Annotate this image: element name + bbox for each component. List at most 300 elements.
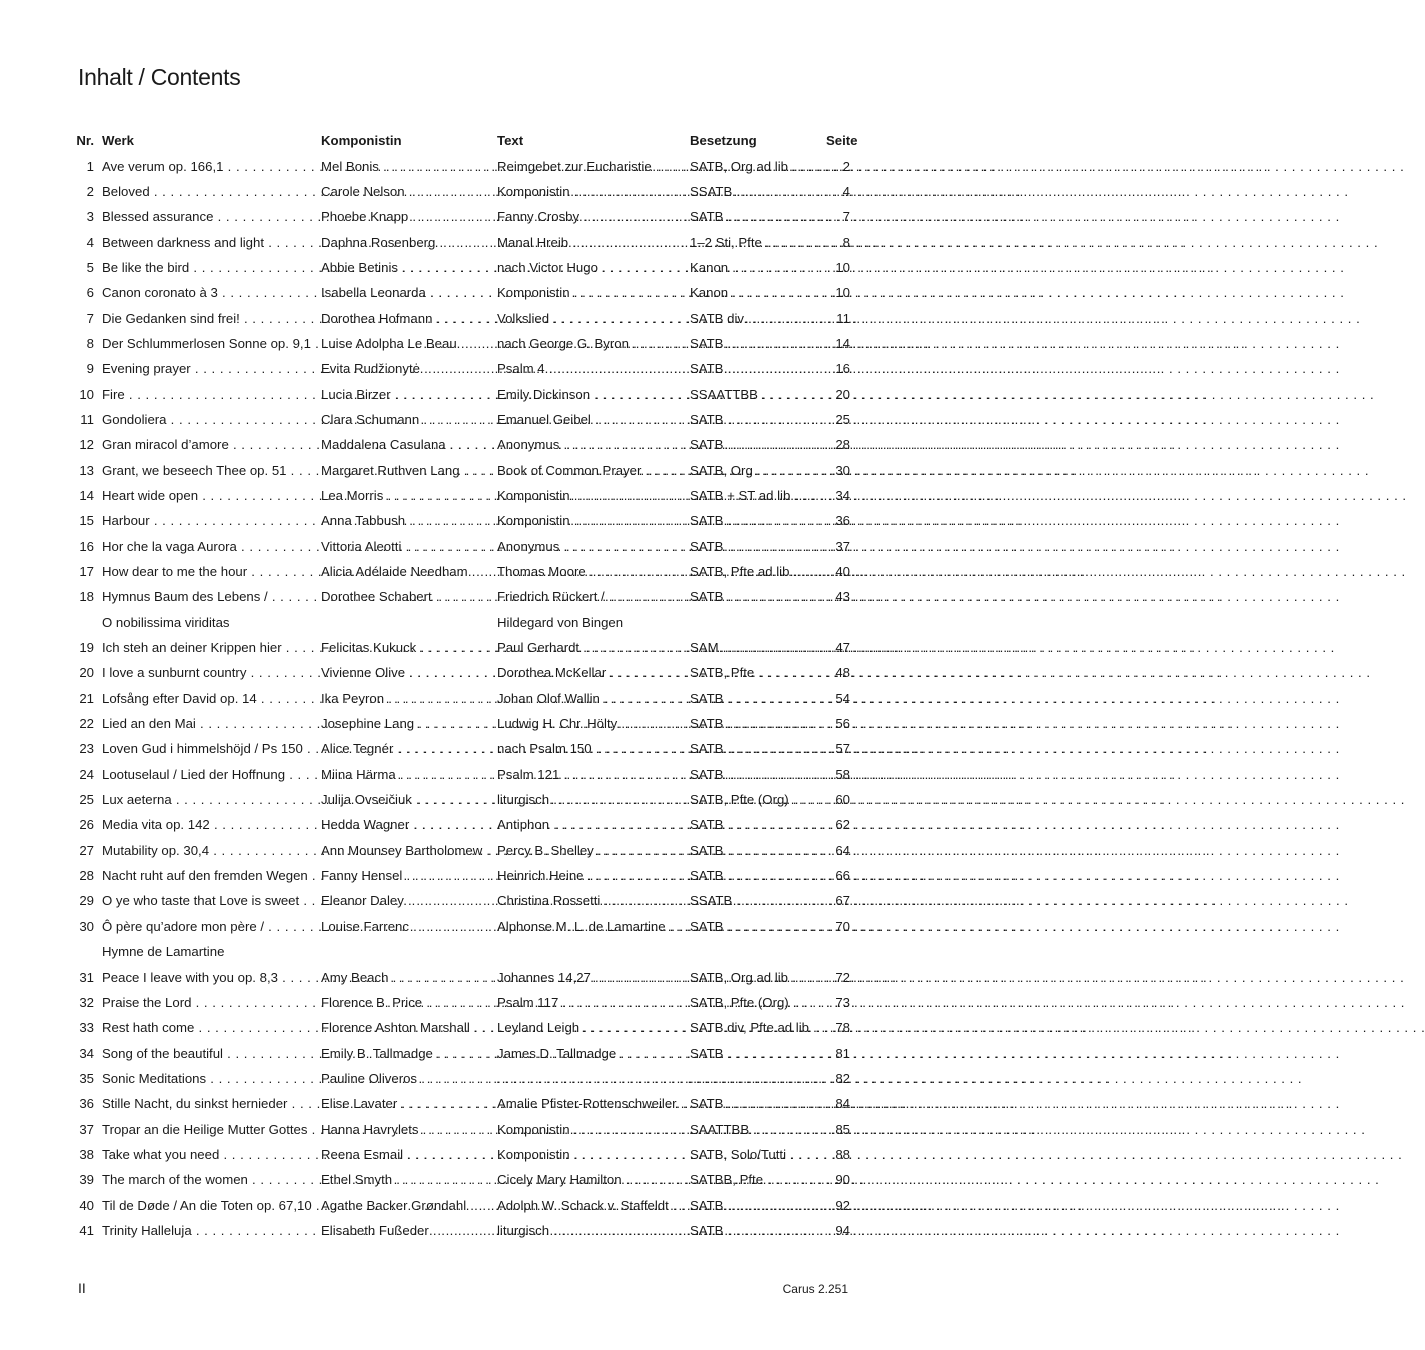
table-body	[70, 154, 850, 1244]
entry-number: 8	[86, 335, 94, 351]
entry-text: Psalm 4 . . .	[497, 356, 686, 381]
entry-text: Dorothea McKellar . . .	[497, 660, 686, 685]
entry-composer: Elise Lavater . . .	[321, 1091, 492, 1116]
entry-page: 34	[835, 487, 850, 503]
table-row	[70, 736, 850, 761]
entry-text: nach Psalm 150 . . .	[497, 736, 686, 761]
entry-text: Johannes 14,27 . . .	[497, 965, 686, 990]
entry-page: 78	[835, 1020, 850, 1036]
entry-composer: Maddalena Casulana . . .	[321, 432, 492, 457]
entry-composer	[321, 610, 492, 635]
entry-composer: Hedda Wagner . . .	[321, 812, 492, 837]
entry-scoring: SATB . . .	[690, 204, 828, 229]
entry-composer: Emily B. Tallmadge . . .	[321, 1041, 492, 1066]
entry-work: Lootuselaul / Lied der Hoffnung . . .	[102, 762, 316, 787]
header-text: Text	[497, 133, 524, 148]
table-row	[70, 965, 850, 990]
entry-number: 27	[79, 842, 94, 858]
entry-page: 81	[835, 1045, 850, 1061]
entry-composer: Agathe Backer Grøndahl . . .	[321, 1193, 492, 1218]
entry-composer: Amy Beach . . .	[321, 965, 492, 990]
entry-composer: Reena Esmail . . .	[321, 1142, 492, 1167]
table-row	[70, 1015, 850, 1040]
entry-number: 17	[79, 564, 94, 579]
entry-text: Komponistin . . .	[497, 483, 686, 508]
entry-scoring: SAM . . .	[690, 635, 828, 660]
entry-page: 66	[835, 868, 850, 884]
entry-scoring: SATB . . .	[690, 686, 828, 711]
entry-page: 84	[835, 1096, 850, 1112]
entry-text: Komponistin . . .	[497, 1142, 686, 1167]
entry-composer: Miina Härma . . .	[321, 762, 492, 787]
entry-composer: Dorothea Hofmann . . .	[321, 306, 492, 331]
entry-page: 70	[835, 918, 850, 934]
entry-composer: Florence B. Price . . .	[321, 990, 492, 1015]
entry-page: 20	[835, 386, 850, 402]
entry-text: Emanuel Geibel . . .	[497, 407, 686, 432]
header-besetzung: Besetzung	[690, 133, 757, 148]
entry-work: Gran miracol d’amore . . .	[102, 432, 316, 457]
entry-work: Between darkness and light . . .	[102, 230, 316, 255]
table-row	[70, 812, 850, 837]
entry-page: 58	[835, 766, 850, 782]
entry-scoring: SATB . . .	[690, 331, 828, 356]
entry-work: Praise the Lord . . .	[102, 990, 316, 1015]
entry-page: 14	[835, 335, 850, 351]
entry-scoring: SATB, Pfte (Org) . . .	[690, 787, 828, 812]
header-nr: Nr.	[76, 133, 94, 148]
entry-work: Song of the beautiful . . .	[102, 1041, 316, 1066]
entry-work: Ave verum op. 166,1 . . .	[102, 154, 316, 179]
entry-scoring: SSAATTBB . . .	[690, 382, 828, 407]
entry-work: Der Schlummerlosen Sonne op. 9,1 . . .	[102, 331, 316, 356]
entry-work: Hymne de Lamartine	[102, 944, 225, 960]
entry-text: Antiphon . . .	[497, 812, 686, 837]
table-row	[70, 458, 850, 483]
entry-composer: Abbie Betinis . . .	[321, 255, 492, 280]
entry-work: O ye who taste that Love is sweet . . .	[102, 888, 316, 913]
entry-work: Til de Døde / An die Toten op. 67,10 . . .	[102, 1193, 316, 1218]
entry-text: Volkslied . . .	[497, 306, 686, 331]
entry-number: 34	[79, 1045, 94, 1061]
entry-text: Percy B. Shelley . . .	[497, 838, 686, 863]
entry-page	[826, 939, 850, 964]
entry-composer: Alice Tegnér . . .	[321, 736, 492, 761]
header-werk: Werk	[102, 133, 135, 148]
entry-scoring: SATB . . .	[690, 508, 828, 533]
entry-scoring: SAATTBB . . .	[690, 1117, 828, 1142]
entry-page: 67	[835, 893, 850, 909]
entry-page	[826, 610, 850, 635]
table-row	[70, 787, 850, 812]
entry-text: Heinrich Heine . . .	[497, 863, 686, 888]
table-row	[70, 990, 850, 1015]
entry-work: Evening prayer . . .	[102, 356, 316, 381]
entry-page: 30	[835, 462, 850, 478]
entry-text: nach Victor Hugo . . .	[497, 255, 686, 280]
entry-work: Ô père qu’adore mon père / . . .	[102, 914, 316, 939]
entry-text	[497, 1066, 686, 1091]
entry-work: Lofsång efter David op. 14 . . .	[102, 686, 316, 711]
entry-composer: Ann Mounsey Bartholomew . . .	[321, 838, 492, 863]
entry-work: Beloved . . .	[102, 179, 316, 204]
entry-text: Komponistin . . .	[497, 1117, 686, 1142]
entry-composer: Pauline Oliveros . . .	[321, 1066, 492, 1091]
table-row	[70, 534, 850, 559]
entry-text: Cicely Mary Hamilton . . .	[497, 1167, 686, 1192]
table-row	[70, 863, 850, 888]
entry-scoring	[690, 939, 828, 964]
entry-number	[70, 610, 94, 635]
entry-number: 1	[86, 158, 94, 174]
entry-page: 56	[835, 716, 850, 732]
entry-composer: Daphna Rosenberg . . .	[321, 230, 492, 255]
entry-work: Trinity Halleluja . . .	[102, 1218, 316, 1243]
entry-number: 16	[79, 538, 94, 554]
table-row	[70, 584, 850, 609]
entry-composer: Josephine Lang . . .	[321, 711, 492, 736]
entry-scoring: SATB . . .	[690, 1091, 828, 1116]
entry-composer: Ika Peyron . . .	[321, 686, 492, 711]
entry-text: Manal Hreib . . .	[497, 230, 686, 255]
entry-composer: Clara Schumann . . .	[321, 407, 492, 432]
entry-work: Media vita op. 142 . . .	[102, 812, 316, 837]
entry-composer: Dorothee Schabert . . .	[321, 584, 492, 609]
entry-number: 31	[79, 969, 94, 985]
entry-number: 18	[79, 589, 94, 605]
entry-text: Alphonse M. L. de Lamartine . . .	[497, 914, 686, 939]
entry-work: How dear to me the hour . . .	[102, 559, 316, 584]
entry-number: 38	[79, 1146, 94, 1162]
table-row	[70, 1218, 850, 1243]
entry-work: Blessed assurance . . .	[102, 204, 316, 229]
entry-scoring: SATB . . .	[690, 711, 828, 736]
entry-text: Leyland Leigh . . .	[497, 1015, 686, 1040]
entry-text: Paul Gerhardt . . .	[497, 635, 686, 660]
table-row	[70, 1066, 850, 1091]
table-row	[70, 1193, 850, 1218]
entry-page: 54	[835, 690, 850, 706]
entry-scoring: SATB . . .	[690, 914, 828, 939]
table-row	[70, 1117, 850, 1142]
entry-page: 8	[842, 234, 850, 250]
entry-composer: Felicitas Kukuck . . .	[321, 635, 492, 660]
entry-work: Gondoliera . . .	[102, 407, 316, 432]
entry-scoring: SATB, Solo/Tutti . . .	[690, 1142, 828, 1167]
entry-number: 41	[79, 1222, 94, 1238]
entry-work: Harbour . . .	[102, 508, 316, 533]
table-row	[70, 255, 850, 280]
entry-composer: Vivienne Olive . . .	[321, 660, 492, 685]
entry-scoring: SATB, Org . . .	[690, 458, 828, 483]
entry-text: Ludwig H. Chr. Hölty . . .	[497, 711, 686, 736]
entry-work: Lied an den Mai . . .	[102, 711, 316, 736]
entry-number: 32	[79, 994, 94, 1010]
entry-page: 40	[835, 564, 850, 579]
entry-text: Komponistin . . .	[497, 508, 686, 533]
entry-composer: Phoebe Knapp . . .	[321, 204, 492, 229]
entry-text: Anonymus . . .	[497, 432, 686, 457]
table-row	[70, 939, 850, 964]
entry-composer: Alicia Adélaide Needham . . .	[321, 559, 492, 584]
entry-composer: Florence Ashton Marshall . . .	[321, 1015, 492, 1040]
entry-number: 23	[79, 741, 94, 757]
table-row	[70, 331, 850, 356]
entry-page: 36	[835, 513, 850, 529]
entry-scoring: SATB . . .	[690, 1193, 828, 1218]
entry-composer: Elisabeth Fußeder . . .	[321, 1218, 492, 1243]
entry-work: Canon coronato à 3 . . .	[102, 280, 316, 305]
table-row	[70, 230, 850, 255]
entry-number: 14	[79, 487, 94, 503]
entry-work: Take what you need . . .	[102, 1142, 316, 1167]
entry-number: 4	[86, 234, 94, 250]
entry-page: 37	[835, 538, 850, 554]
entry-work: Ich steh an deiner Krippen hier . . .	[102, 635, 316, 660]
entry-text: Hildegard von Bingen	[497, 614, 624, 630]
entry-page: 11	[836, 310, 850, 326]
entry-number: 40	[79, 1197, 94, 1213]
entry-work: Hor che la vaga Aurora . . .	[102, 534, 316, 559]
entry-number: 11	[80, 411, 94, 427]
table-row	[70, 660, 850, 685]
entry-text: Book of Common Prayer . . .	[497, 458, 686, 483]
entry-composer: Isabella Leonarda . . .	[321, 280, 492, 305]
table-row	[70, 280, 850, 305]
entry-composer	[321, 939, 492, 964]
entry-work: Loven Gud i himmelshöjd / Ps 150 . . .	[102, 736, 316, 761]
entry-scoring: Kanon . . .	[690, 280, 828, 305]
entry-scoring: SSATB . . .	[690, 179, 828, 204]
entry-number: 15	[79, 513, 94, 529]
entry-number: 12	[79, 437, 94, 453]
entry-scoring	[690, 610, 828, 635]
entry-page: 90	[835, 1172, 850, 1188]
table-row	[70, 711, 850, 736]
header-seite: Seite	[826, 133, 858, 148]
entry-composer: Carole Nelson . . .	[321, 179, 492, 204]
entry-number: 22	[79, 716, 94, 732]
entry-number: 28	[79, 868, 94, 884]
entry-scoring: SATB . . .	[690, 1041, 828, 1066]
entry-scoring: SATB div, Pfte ad lib . . .	[690, 1015, 828, 1040]
entry-composer: Mel Bonis . . .	[321, 154, 492, 179]
entry-page: 43	[835, 589, 850, 605]
entry-scoring: SATB . . .	[690, 736, 828, 761]
entry-text: James D. Tallmadge . . .	[497, 1041, 686, 1066]
entry-scoring: SATB . . .	[690, 356, 828, 381]
entry-scoring: SATB, Pfte . . .	[690, 660, 828, 685]
entry-composer: Ethel Smyth . . .	[321, 1167, 492, 1192]
table-row	[70, 204, 850, 229]
entry-number: 30	[79, 918, 94, 934]
contents-table	[70, 128, 858, 1243]
entry-work: Stille Nacht, du sinkst hernieder . . .	[102, 1091, 316, 1116]
entry-scoring: SATB . . .	[690, 863, 828, 888]
entry-page: 10	[835, 285, 850, 301]
entry-scoring: SATB + ST ad lib . . .	[690, 483, 828, 508]
header-komponistin: Komponistin	[321, 133, 402, 148]
entry-scoring: SATB . . .	[690, 812, 828, 837]
entry-composer: Eleanor Daley . . .	[321, 888, 492, 913]
entry-scoring: SATB, Pfte (Org) . . .	[690, 990, 828, 1015]
entry-number: 37	[79, 1121, 94, 1137]
entry-scoring: SATB . . .	[690, 584, 828, 609]
entry-work: Nacht ruht auf den fremden Wegen . . .	[102, 863, 316, 888]
entry-number: 13	[79, 462, 94, 478]
entry-number: 39	[79, 1172, 94, 1188]
entry-text: liturgisch . . .	[497, 1218, 686, 1243]
entry-text: nach George G. Byron . . .	[497, 331, 686, 356]
entry-text: Johan Olof Wallin . . .	[497, 686, 686, 711]
table-row	[70, 762, 850, 787]
entry-number: 9	[86, 361, 94, 377]
entry-number: 29	[79, 893, 94, 909]
entry-number: 19	[79, 640, 94, 656]
table-row	[70, 382, 850, 407]
entry-number: 2	[86, 183, 94, 199]
entry-scoring: SATB, Org ad lib . . .	[690, 154, 828, 179]
entry-page: 82	[835, 1070, 850, 1086]
entry-page: 85	[835, 1121, 850, 1137]
entry-scoring: SATB . . .	[690, 432, 828, 457]
table-row	[70, 356, 850, 381]
entry-work: The march of the women . . .	[102, 1167, 316, 1192]
entry-composer: Louise Farrenc . . .	[321, 914, 492, 939]
entry-composer: Margaret Ruthven Lang . . .	[321, 458, 492, 483]
table-row	[70, 407, 850, 432]
entry-page: 57	[835, 741, 850, 757]
entry-page: 64	[835, 842, 850, 858]
entry-text: liturgisch . . .	[497, 787, 686, 812]
table-row	[70, 1091, 850, 1116]
entry-page: 72	[835, 969, 850, 985]
entry-scoring: SATBB, Pfte . . .	[690, 1167, 828, 1192]
entry-text: Thomas Moore . . .	[497, 559, 686, 584]
entry-work: Lux aeterna . . .	[102, 787, 316, 812]
entry-number: 26	[79, 817, 94, 833]
entry-text: Komponistin . . .	[497, 280, 686, 305]
entry-composer: Lucia Birzer . . .	[321, 382, 492, 407]
entry-number: 20	[79, 665, 94, 681]
entry-page: 2	[842, 158, 850, 174]
entry-scoring: Kanon . . .	[690, 255, 828, 280]
entry-scoring: SATB div . . .	[690, 306, 828, 331]
entry-work: Peace I leave with you op. 8,3 . . .	[102, 965, 316, 990]
entry-page: 73	[835, 994, 850, 1010]
entry-page: 88	[835, 1146, 850, 1162]
table-row	[70, 306, 850, 331]
entry-composer: Lea Morris . . .	[321, 483, 492, 508]
entry-work: O nobilissima viriditas	[102, 614, 230, 630]
entry-scoring: SATB, Org ad lib . . .	[690, 965, 828, 990]
entry-page: 94	[835, 1222, 850, 1238]
entry-composer: Fanny Hensel . . .	[321, 863, 492, 888]
entry-composer: Evita Rudžionytė . . .	[321, 356, 492, 381]
table-row	[70, 635, 850, 660]
entry-work: Sonic Meditations . . .	[102, 1066, 316, 1091]
entry-text: Christina Rossetti . . .	[497, 888, 686, 913]
table-row	[70, 1041, 850, 1066]
entry-work: Grant, we beseech Thee op. 51 . . .	[102, 458, 316, 483]
entry-number: 24	[79, 766, 94, 782]
table-row	[70, 432, 850, 457]
entry-page: 25	[835, 411, 850, 427]
entry-composer: Vittoria Aleotti . . .	[321, 534, 492, 559]
table-row	[70, 888, 850, 913]
entry-scoring: SATB . . .	[690, 534, 828, 559]
entry-text: Anonymus . . .	[497, 534, 686, 559]
entry-text: Psalm 121 . . .	[497, 762, 686, 787]
entry-scoring: 1–2 Sti, Pfte . . .	[690, 230, 828, 255]
entry-page: 92	[835, 1197, 850, 1213]
entry-number: 21	[79, 690, 94, 706]
entry-text: Psalm 117 . . .	[497, 990, 686, 1015]
page-number: II	[78, 1280, 86, 1296]
entry-text: Fanny Crosby . . .	[497, 204, 686, 229]
entry-number: 35	[79, 1070, 94, 1086]
entry-text: Reimgebet zur Eucharistie . . .	[497, 154, 686, 179]
entry-page: 10	[835, 259, 850, 275]
entry-work: Tropar an die Heilige Mutter Gottes . . .	[102, 1117, 316, 1142]
entry-number: 10	[79, 386, 94, 402]
table-row	[70, 559, 850, 584]
entry-number: 36	[79, 1096, 94, 1112]
entry-page: 48	[835, 665, 850, 681]
entry-work: Heart wide open . . .	[102, 483, 316, 508]
table-row	[70, 686, 850, 711]
entry-work: Die Gedanken sind frei! . . .	[102, 306, 316, 331]
entry-text: Amalie Pfister-Rottenschweiler . . .	[497, 1091, 686, 1116]
entry-text: Friedrich Rückert / . . .	[497, 584, 686, 609]
entry-composer: Hanna Havrylets . . .	[321, 1117, 492, 1142]
entry-composer: Anna Tabbush . . .	[321, 508, 492, 533]
table-header	[70, 128, 858, 153]
entry-page: 60	[835, 792, 850, 808]
entry-number: 5	[86, 259, 94, 275]
entry-number: 3	[86, 209, 94, 225]
entry-work: Fire . . .	[102, 382, 316, 407]
entry-number	[70, 939, 94, 964]
entry-number: 33	[79, 1020, 94, 1036]
entry-scoring: SATB . . .	[690, 762, 828, 787]
entry-text	[497, 939, 686, 964]
table-row	[70, 610, 850, 635]
table-row	[70, 838, 850, 863]
entry-text: Komponistin . . .	[497, 179, 686, 204]
entry-work: Rest hath come . . .	[102, 1015, 316, 1040]
entry-number: 7	[86, 310, 94, 326]
entry-text: Adolph W. Schack v. Staffeldt . . .	[497, 1193, 686, 1218]
table-row	[70, 1142, 850, 1167]
entry-page: 28	[835, 437, 850, 453]
entry-composer: Luise Adolpha Le Beau . . .	[321, 331, 492, 356]
table-row	[70, 179, 850, 204]
table-row	[70, 483, 850, 508]
table-row	[70, 914, 850, 939]
entry-scoring	[690, 1066, 828, 1091]
entry-scoring: SATB . . .	[690, 1218, 828, 1243]
entry-work: I love a sunburnt country . . .	[102, 660, 316, 685]
entry-number: 25	[79, 792, 94, 808]
entry-scoring: SATB . . .	[690, 407, 828, 432]
entry-scoring: SATB, Pfte ad lib . . .	[690, 559, 828, 584]
table-row	[70, 508, 850, 533]
entry-work: Mutability op. 30,4 . . .	[102, 838, 316, 863]
entry-composer: Julija Ovseičiuk . . .	[321, 787, 492, 812]
entry-scoring: SATB . . .	[690, 838, 828, 863]
entry-page: 4	[842, 183, 850, 199]
